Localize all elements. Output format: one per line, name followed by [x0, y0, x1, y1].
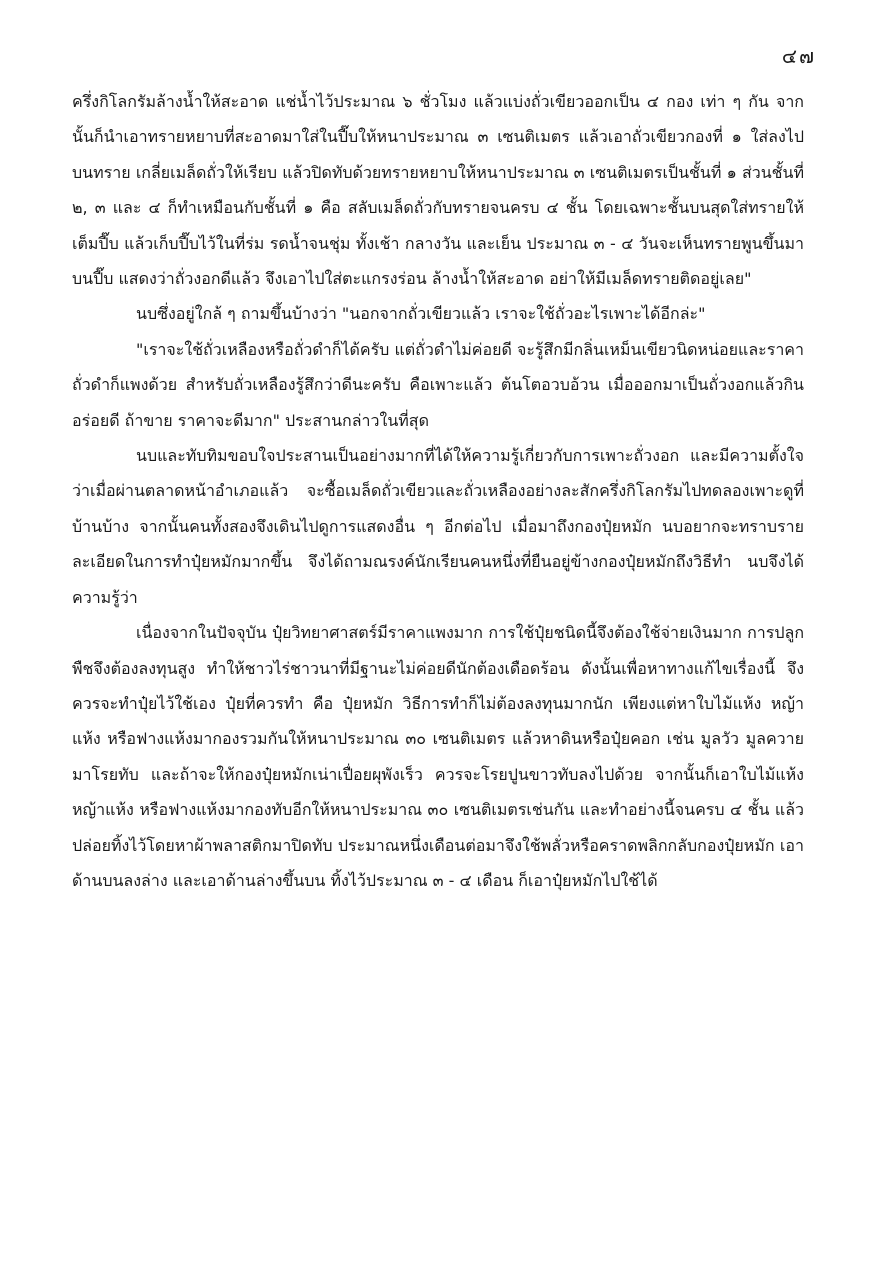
paragraph: "เราจะใช้ถั่วเหลืองหรือถั่วดำก็ได้ครับ แต่ถั่วดำไม่ค่อยดี จะรู้สึกมีกลิ่นเหม็นเขียวนิดหน่อยและราคาถั่วดำก็แพงด้วย สำหรับถั่วเหลืองรู้สึกว่าดีนะครับ คือเพาะแล้ว ต้นโตอวบอ้วน เมื่อออกมาเป็นถั่วงอกแล้วกินอร่อยดี ถ้าขาย ราคาจะดีมาก" ประสานกล่าวในที่สุด	[72, 339, 804, 430]
paragraph: นบซึ่งอยู่ใกล้ ๆ ถามขึ้นบ้างว่า "นอกจากถั่วเขียวแล้ว เราจะใช้ถั่วอะไรเพาะได้อีกล่ะ"	[136, 304, 706, 324]
paragraph: เนื่องจากในปัจจุบัน ปุ๋ยวิทยาศาสตร์มีราคาแพงมาก การใช้ปุ๋ยชนิดนี้จึงต้องใช้จ่ายเงินมาก การปลูกพืชจึงต้องลงทุนสูง ทำให้ชาวไร่ชาวนาที่มีฐานะไม่ค่อยดีนักต้องเดือดร้อน ดังนั้นเพื่อหาทางแก้ไขเรื่องนี้ จึงควรจะทำปุ๋ยไว้ใช้เอง ปุ๋ยที่ควรทำ คือ ปุ๋ยหมัก วิธีการทำก็ไม่ต้องลงทุนมากนัก เพียงแต่หาใบไม้แห้ง หญ้าแห้ง หรือฟางแห้งมากองรวมกันให้หนาประมาณ ๓๐ เซนติเมตร แล้วหาดินหรือปุ๋ยคอก เช่น มูลวัว มูลควาย มาโรยทับ และถ้าจะให้กองปุ๋ยหมักเน่าเปื่อยผุพังเร็ว ควรจะโรยปูนขาวทับลงไปด้วย จากนั้นก็เอาใบไม้แห้ง หญ้าแห้ง หรือฟางแห้งมากองทับอีกให้หนาประมาณ ๓๐ เซนติเมตรเช่นกัน และทำอย่างนี้จนครบ ๔ ชั้น แล้วปล่อยทิ้งไว้โดยหาผ้าพลาสติกมาปิดทับ ประมาณหนึ่งเดือนต่อมาจึงใช้พลั่วหรือคราดพลิกกลับกองปุ๋ยหมัก เอาด้านบนลงล่าง และเอาด้านล่างขึ้นบน ทิ้งไว้ประมาณ ๓ - ๔ เดือน ก็เอาปุ๋ยหมักไปใช้ได้	[72, 623, 805, 890]
paragraph: นบและทับทิมขอบใจประสานเป็นอย่างมากที่ได้ให้ความรู้เกี่ยวกับการเพาะถั่วงอก และมีความตั้งใจว่าเมื่อผ่านตลาดหน้าอำเภอแล้ว จะซื้อเมล็ดถั่วเขียวและถั่วเหลืองอย่างละสักครึ่งกิโลกรัมไปทดลองเพาะดูที่บ้านบ้าง จากนั้นคนทั้งสองจึงเดินไปดูการแสดงอื่น ๆ อีกต่อไป เมื่อมาถึงกองปุ๋ยหมัก นบอยากจะทราบรายละเอียดในการทำปุ๋ยหมักมากขึ้น จึงได้ถามณรงค์นักเรียนคนหนึ่งที่ยืนอยู่ข้างกองปุ๋ยหมักถึงวิธีทำ นบจึงได้ความรู้ว่า	[72, 446, 804, 607]
body-text	[72, 84, 804, 898]
paragraph: ครึ่งกิโลกรัมล้างน้ำให้สะอาด แช่น้ำไว้ประมาณ ๖ ชั่วโมง แล้วแบ่งถั่วเขียวออกเป็น ๔ กอง เท่า ๆ กัน จากนั้นก็นำเอาทรายหยาบที่สะอาดมาใส่ในปี๊บให้หนาประมาณ ๓ เซนติเมตร แล้วเอาถั่วเขียวกองที่ ๑ ใส่ลงไปบนทราย เกลี่ยเมล็ดถั่วให้เรียบ แล้วปิดทับด้วยทรายหยาบให้หนาประมาณ ๓ เซนติเมตรเป็นชั้นที่ ๑ ส่วนชั้นที่ ๒, ๓ และ ๔ ก็ทำเหมือนกับชั้นที่ ๑ คือ สลับเมล็ดถั่วกับทรายจนครบ ๔ ชั้น โดยเฉพาะชั้นบนสุดใส่ทรายให้เต็มปี๊บ แล้วเก็บปี๊บไว้ในที่ร่ม รดน้ำจนชุ่ม ทั้งเช้า กลางวัน และเย็น ประมาณ ๓ - ๔ วันจะเห็นทรายพูนขึ้นมาบนปี๊บ แสดงว่าถั่วงอกดีแล้ว จึงเอาไปใส่ตะแกรงร่อน ล้างน้ำให้สะอาด อย่าให้มีเมล็ดทรายติดอยู่เลย"	[72, 92, 804, 289]
page-number: ๔๗	[781, 44, 816, 68]
